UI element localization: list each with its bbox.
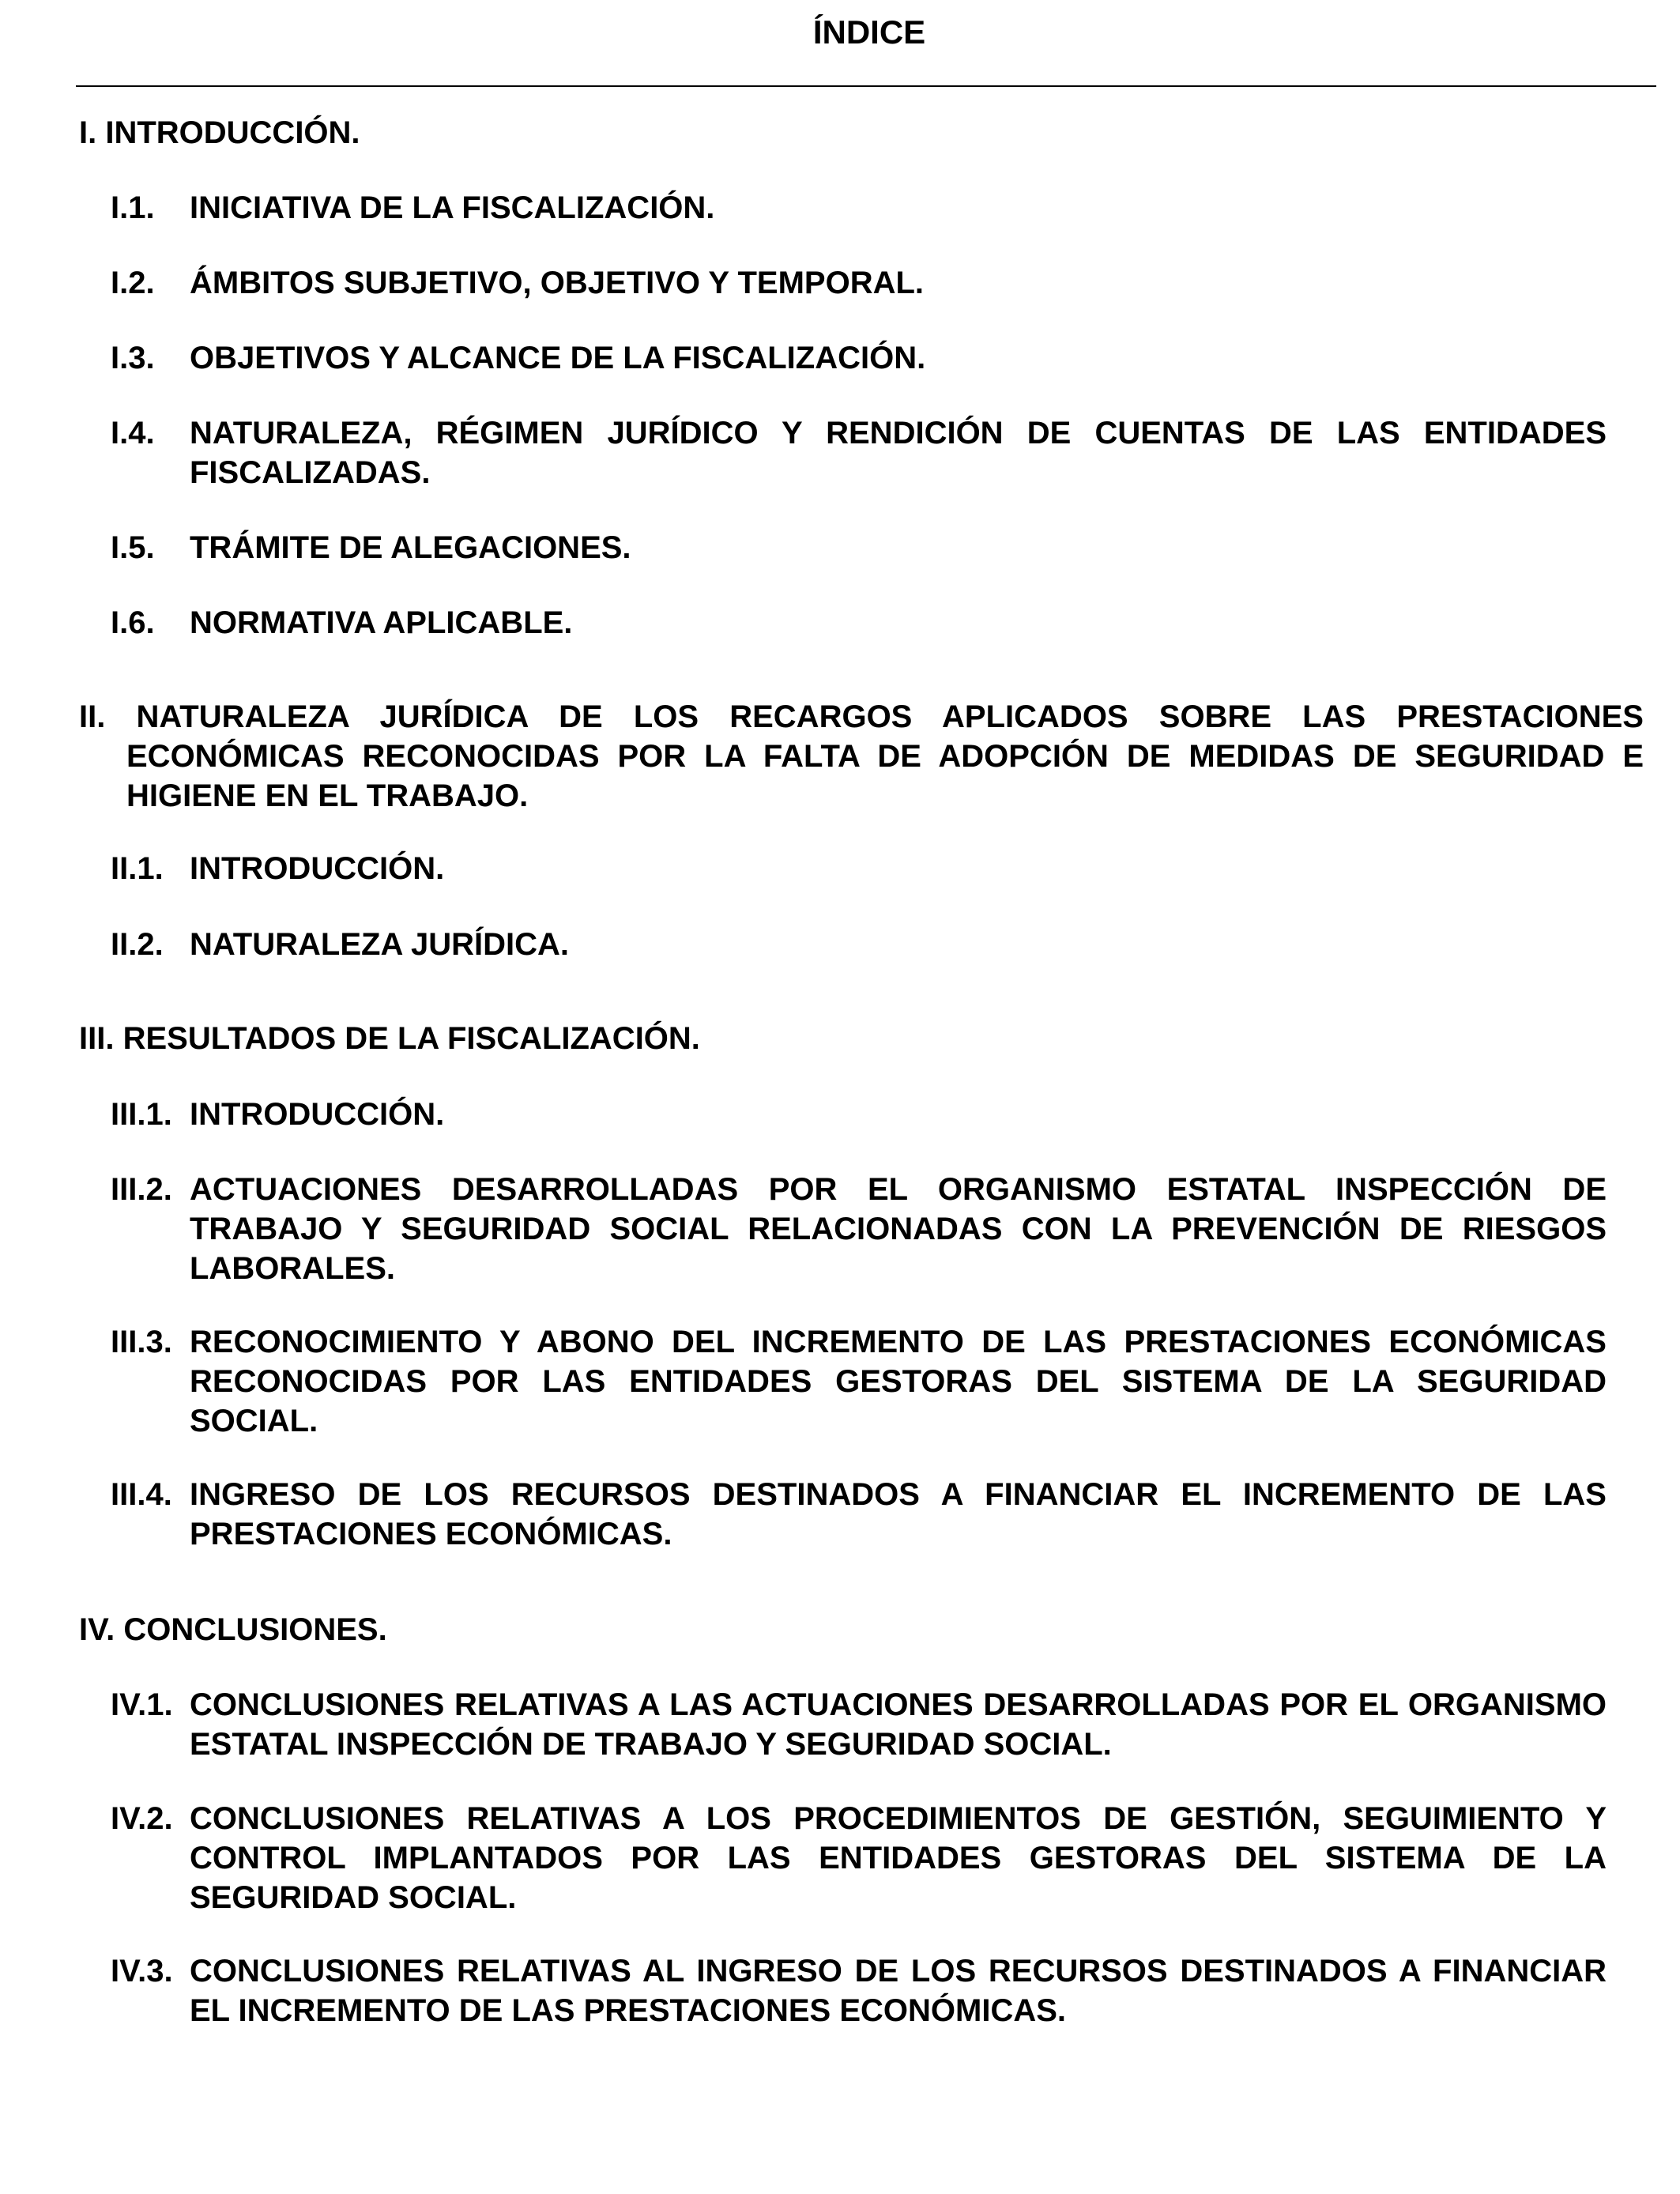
toc-item-number: I.4. [111,416,155,450]
toc-section-title: III. RESULTADOS DE LA FISCALIZACIÓN. [79,1021,700,1056]
toc-item-number: III.4. [111,1477,172,1512]
toc-section-4[interactable] [79,1610,1607,1649]
toc-item-1-5[interactable] [111,528,1607,567]
toc-item-number: IV.3. [111,1954,173,1989]
toc-item-title: ACTUACIONES DESARROLLADAS POR EL ORGANISMO ESTATAL INSPECCIÓN DE TRABAJO Y SEGURIDAD SOCIAL RELACIONADAS CON LA PREVENCIÓN DE RIESGOS LABORALES. [190,1172,1607,1286]
toc-item-4-3[interactable] [111,1951,1607,2030]
title-divider [76,85,1656,87]
toc-item-title: NATURALEZA JURÍDICA. [190,927,569,962]
toc-item-number: III.2. [111,1172,172,1207]
toc-item-title: RECONOCIMIENTO Y ABONO DEL INCREMENTO DE LAS PRESTACIONES ECONÓMICAS RECONOCIDAS POR LAS ENTIDADES GESTORAS DEL SISTEMA DE LA SEGURIDAD SOCIAL. [190,1325,1607,1438]
toc-item-3-4[interactable] [111,1475,1607,1554]
toc-item-number: IV.2. [111,1801,173,1836]
toc-item-3-2[interactable] [111,1170,1607,1288]
toc-item-number: I.1. [111,190,155,225]
toc-section-2[interactable] [79,697,1644,816]
toc-item-4-1[interactable] [111,1685,1607,1764]
toc-item-number: III.3. [111,1325,172,1359]
toc-item-3-3[interactable] [111,1322,1607,1441]
toc-item-title: CONCLUSIONES RELATIVAS A LOS PROCEDIMIENTOS DE GESTIÓN, SEGUIMIENTO Y CONTROL IMPLANTADOS POR LAS ENTIDADES GESTORAS DEL SISTEMA DE LA SEGURIDAD SOCIAL. [190,1801,1607,1915]
toc-item-number: II.2. [111,927,164,962]
toc-item-4-2[interactable] [111,1799,1607,1917]
toc-section-title: IV. CONCLUSIONES. [79,1612,387,1647]
toc-item-number: I.3. [111,341,155,375]
toc-item-1-1[interactable] [111,188,1607,228]
toc-item-number: I.6. [111,605,155,640]
page-title: ÍNDICE [812,13,926,51]
toc-item-title: ÁMBITOS SUBJETIVO, OBJETIVO Y TEMPORAL. [190,266,925,300]
toc-item-1-4[interactable] [111,413,1607,492]
toc-item-title: INTRODUCCIÓN. [190,851,445,886]
toc-section-3[interactable] [79,1019,1607,1058]
toc-item-1-3[interactable] [111,338,1607,378]
toc-item-title: CONCLUSIONES RELATIVAS AL INGRESO DE LOS RECURSOS DESTINADOS A FINANCIAR EL INCREMENTO DE LAS PRESTACIONES ECONÓMICAS. [190,1954,1607,2028]
toc-item-3-1[interactable] [111,1095,1607,1134]
toc-item-number: I.5. [111,530,155,565]
toc-item-title: INICIATIVA DE LA FISCALIZACIÓN. [190,190,715,225]
toc-item-title: NATURALEZA, RÉGIMEN JURÍDICO Y RENDICIÓN DE CUENTAS DE LAS ENTIDADES FISCALIZADAS. [190,416,1607,490]
toc-section-title: I. INTRODUCCIÓN. [79,115,360,150]
toc-item-title: CONCLUSIONES RELATIVAS A LAS ACTUACIONES DESARROLLADAS POR EL ORGANISMO ESTATAL INSPECCIÓN DE TRABAJO Y SEGURIDAD SOCIAL. [190,1687,1607,1762]
toc-item-number: I.2. [111,266,155,300]
toc-item-2-2[interactable] [111,925,1607,964]
toc-item-title: INTRODUCCIÓN. [190,1097,445,1132]
toc-item-number: III.1. [111,1097,172,1132]
toc-item-title: TRÁMITE DE ALEGACIONES. [190,530,631,565]
toc-item-2-1[interactable] [111,849,1607,888]
toc-item-title: INGRESO DE LOS RECURSOS DESTINADOS A FINANCIAR EL INCREMENTO DE LAS PRESTACIONES ECONÓMICAS. [190,1477,1607,1551]
toc-section-title: II. NATURALEZA JURÍDICA DE LOS RECARGOS APLICADOS SOBRE LAS PRESTACIONES ECONÓMICAS RECONOCIDAS POR LA FALTA DE ADOPCIÓN DE MEDIDAS DE SEGURIDAD E HIGIENE EN EL TRABAJO. [79,699,1644,813]
toc-item-title: NORMATIVA APLICABLE. [190,605,573,640]
toc-item-number: IV.1. [111,1687,173,1722]
toc-item-1-6[interactable] [111,603,1607,643]
toc-item-title: OBJETIVOS Y ALCANCE DE LA FISCALIZACIÓN. [190,341,926,375]
toc-item-number: II.1. [111,851,164,886]
toc-section-1[interactable] [79,113,1607,153]
toc-item-1-2[interactable] [111,263,1607,303]
